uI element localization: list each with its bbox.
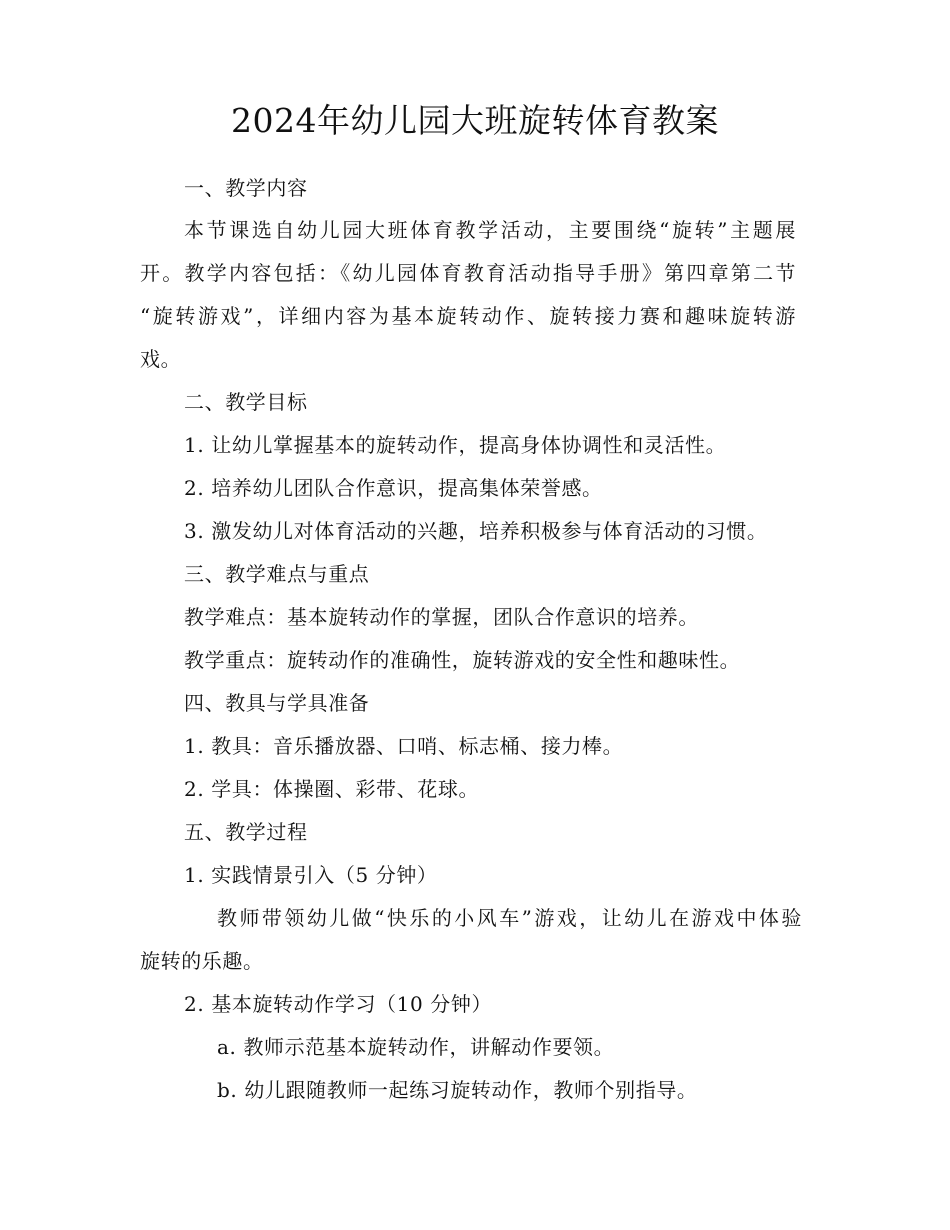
section-heading-content: 一、教学内容	[184, 176, 308, 200]
list-item: 1. 教具：音乐播放器、口哨、标志桶、接力棒。	[184, 734, 624, 758]
sub-list-item: a. 教师示范基本旋转动作，讲解动作要领。	[217, 1035, 615, 1059]
list-item: 1. 实践情景引入（5 分钟）	[184, 863, 438, 887]
sub-list-item: b. 幼儿跟随教师一起练习旋转动作，教师个别指导。	[217, 1078, 698, 1102]
paragraph-line: 教学重点：旋转动作的准确性，旋转游戏的安全性和趣味性。	[184, 648, 741, 672]
paragraph-line: 旋转的乐趣。	[140, 949, 264, 973]
section-heading-materials: 四、教具与学具准备	[184, 691, 370, 715]
paragraph-line: 教师带领幼儿做“快乐的小风车”游戏，让幼儿在游戏中体验	[217, 906, 802, 930]
list-item: 1. 让幼儿掌握基本的旋转动作，提高身体协调性和灵活性。	[184, 433, 727, 457]
paragraph-line: 教学难点：基本旋转动作的掌握，团队合作意识的培养。	[184, 605, 699, 629]
list-item: 2. 培养幼儿团队合作意识，提高集体荣誉感。	[184, 476, 603, 500]
paragraph-line: 本节课选自幼儿园大班体育教学活动，主要围绕“旋转”主题展	[184, 218, 796, 242]
list-item: 2. 学具：体操圈、彩带、花球。	[184, 777, 480, 801]
paragraph-line: 戏。	[140, 347, 182, 371]
section-heading-process: 五、教学过程	[184, 820, 308, 844]
list-item: 3. 激发幼儿对体育活动的兴趣，培养积极参与体育活动的习惯。	[184, 519, 768, 543]
list-item: 2. 基本旋转动作学习（10 分钟）	[184, 992, 493, 1016]
paragraph-line: 开。教学内容包括：《幼儿园体育教育活动指导手册》第四章第二节	[140, 261, 796, 285]
section-heading-goals: 二、教学目标	[184, 390, 308, 414]
paragraph-line: “旋转游戏”，详细内容为基本旋转动作、旋转接力赛和趣味旋转游	[140, 304, 796, 328]
section-heading-difficulty: 三、教学难点与重点	[184, 562, 370, 586]
document-title: 2024年幼儿园大班旋转体育教案	[231, 101, 719, 140]
